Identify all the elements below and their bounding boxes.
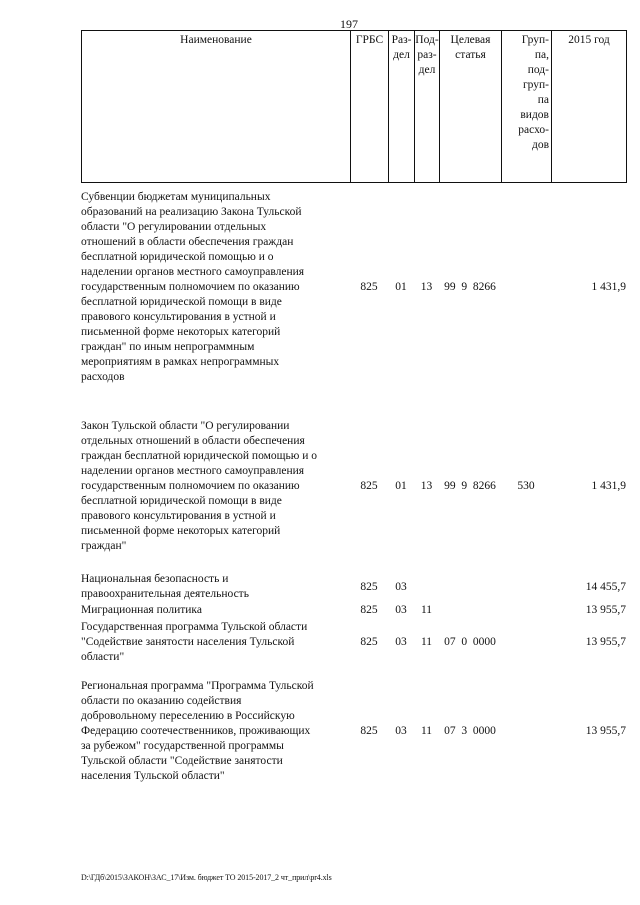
header-year: 2015 год — [552, 31, 627, 183]
row-name-line: отдельных отношений в области обеспечения — [81, 435, 305, 447]
cell-grbs: 825 — [360, 281, 378, 293]
row-name-line: за рубежом" государственной программы — [81, 740, 284, 752]
cell-sum: 1 431,9 — [591, 281, 626, 293]
table-row — [81, 572, 627, 602]
row-name-line: граждан бесплатной юридической помощью и о — [81, 450, 317, 462]
header-name: Наименование — [82, 31, 351, 183]
row-name-line: расходов — [81, 371, 125, 383]
cell-sum: 13 955,7 — [585, 636, 626, 648]
row-name-line: области по оказанию содействия — [81, 695, 242, 707]
table-row — [81, 679, 627, 784]
row-name-line: Миграционная политика — [81, 604, 202, 616]
header-gruppa: Груп- па, под- груп- па видов расхо- дов — [502, 31, 552, 183]
row-name-line: наделении органов местного самоуправления — [81, 266, 305, 278]
cell-gruppa — [501, 603, 551, 618]
cell-podrazdel: 11 — [420, 604, 433, 616]
cell-grbs: 825 — [360, 580, 378, 593]
row-name — [81, 419, 350, 554]
row-name-line: Региональная программа "Программа Тульской — [81, 680, 314, 692]
row-name-line: области "О регулировании отдельных — [81, 221, 267, 233]
row-name-line: бесплатной юридической помощью и о — [81, 251, 274, 263]
row-name-line: мероприятиям в рамках непрограммных — [81, 356, 280, 368]
cell-podrazdel: 13 — [420, 480, 433, 492]
header-celevaya: Целевая статья — [440, 31, 502, 183]
row-name-line: бесплатной юридической помощи в виде — [81, 495, 282, 507]
row-name — [81, 190, 350, 385]
cell-razdel: 03 — [395, 636, 407, 648]
row-name-line: Государственная программа Тульской области — [81, 621, 308, 633]
row-name-line: граждан" — [81, 540, 127, 552]
row-name-line: Федерацию соотечественников, проживающих — [81, 725, 311, 737]
cell-celevaya: 99 9 8266 — [444, 281, 496, 293]
file-path-footer: D:\ГДб\2015\ЗАКОН\ЗАС_17\Изм. бюджет ТО 2015-2017_2 чт_прил\pr4.xls — [81, 873, 332, 882]
row-name-line: письменной форме некоторых категорий — [81, 326, 281, 338]
cell-gruppa — [501, 572, 551, 602]
cell-podrazdel: 11 — [420, 636, 433, 648]
cell-celevaya — [439, 572, 501, 602]
cell-razdel: 03 — [395, 725, 407, 737]
row-name-line: правоохранительная деятельность — [81, 588, 249, 600]
row-name-line: Закон Тульской области "О регулировании — [81, 420, 290, 432]
row-name-line: отношений в области обеспечения граждан — [81, 236, 294, 248]
cell-celevaya: 99 9 8266 — [444, 480, 496, 492]
cell-grbs: 825 — [360, 604, 378, 616]
cell-grbs: 825 — [360, 636, 378, 648]
row-name-line: населения Тульской области" — [81, 770, 225, 782]
cell-gruppa — [501, 190, 551, 385]
row-name-line: области" — [81, 651, 125, 663]
cell-sum: 13 955,7 — [585, 725, 626, 737]
row-name-line: правового консультирования в устной и — [81, 311, 276, 323]
header-grbs: ГРБС — [351, 31, 389, 183]
row-name-line: Национальная безопасность и — [81, 573, 229, 585]
row-name-line: образований на реализацию Закона Тульской — [81, 206, 302, 218]
cell-sum: 14 455,7 — [585, 580, 626, 593]
cell-sum: 1 431,9 — [591, 480, 626, 492]
row-name-line: добровольному переселению в Российскую — [81, 710, 295, 722]
cell-celevaya: 07 3 0000 — [444, 725, 496, 737]
cell-podrazdel — [414, 572, 439, 602]
cell-celevaya: 07 0 0000 — [444, 636, 496, 648]
table-header — [81, 30, 627, 183]
cell-gruppa — [501, 620, 551, 665]
table-row — [81, 190, 627, 385]
row-name-line: Тульской области "Содействие занятости — [81, 755, 283, 767]
row-name-line: "Содействие занятости населения Тульской — [81, 636, 295, 648]
row-name-line: правового консультирования в устной и — [81, 510, 276, 522]
cell-grbs: 825 — [360, 480, 378, 492]
page-number: 197 — [340, 17, 358, 31]
row-name-line: письменной форме некоторых категорий — [81, 525, 281, 537]
row-name-line: бесплатной юридической помощи в виде — [81, 296, 282, 308]
table-row — [81, 419, 627, 554]
cell-podrazdel: 13 — [420, 281, 433, 293]
row-name — [81, 572, 350, 602]
row-name — [81, 620, 350, 665]
row-name-line: государственным полномочием по оказанию — [81, 480, 300, 492]
cell-grbs: 825 — [360, 725, 378, 737]
row-name-line: граждан" по иным непрограммным — [81, 341, 255, 353]
row-name-line: Субвенции бюджетам муниципальных — [81, 191, 271, 203]
cell-razdel: 03 — [395, 580, 407, 593]
row-name — [81, 603, 350, 618]
row-name — [81, 679, 350, 784]
cell-gruppa — [501, 679, 551, 784]
header-podrazdel: Под- раз- дел — [415, 31, 440, 183]
cell-razdel: 03 — [395, 604, 407, 616]
cell-razdel: 01 — [395, 281, 407, 293]
table-row — [81, 603, 627, 618]
header-razdel: Раз- дел — [389, 31, 415, 183]
cell-podrazdel: 11 — [420, 725, 433, 737]
cell-sum: 13 955,7 — [585, 604, 626, 616]
cell-gruppa: 530 — [517, 480, 535, 492]
row-name-line: наделении органов местного самоуправления — [81, 465, 305, 477]
row-name-line: государственным полномочием по оказанию — [81, 281, 300, 293]
cell-razdel: 01 — [395, 480, 407, 492]
cell-celevaya — [439, 603, 501, 618]
table-row — [81, 620, 627, 665]
